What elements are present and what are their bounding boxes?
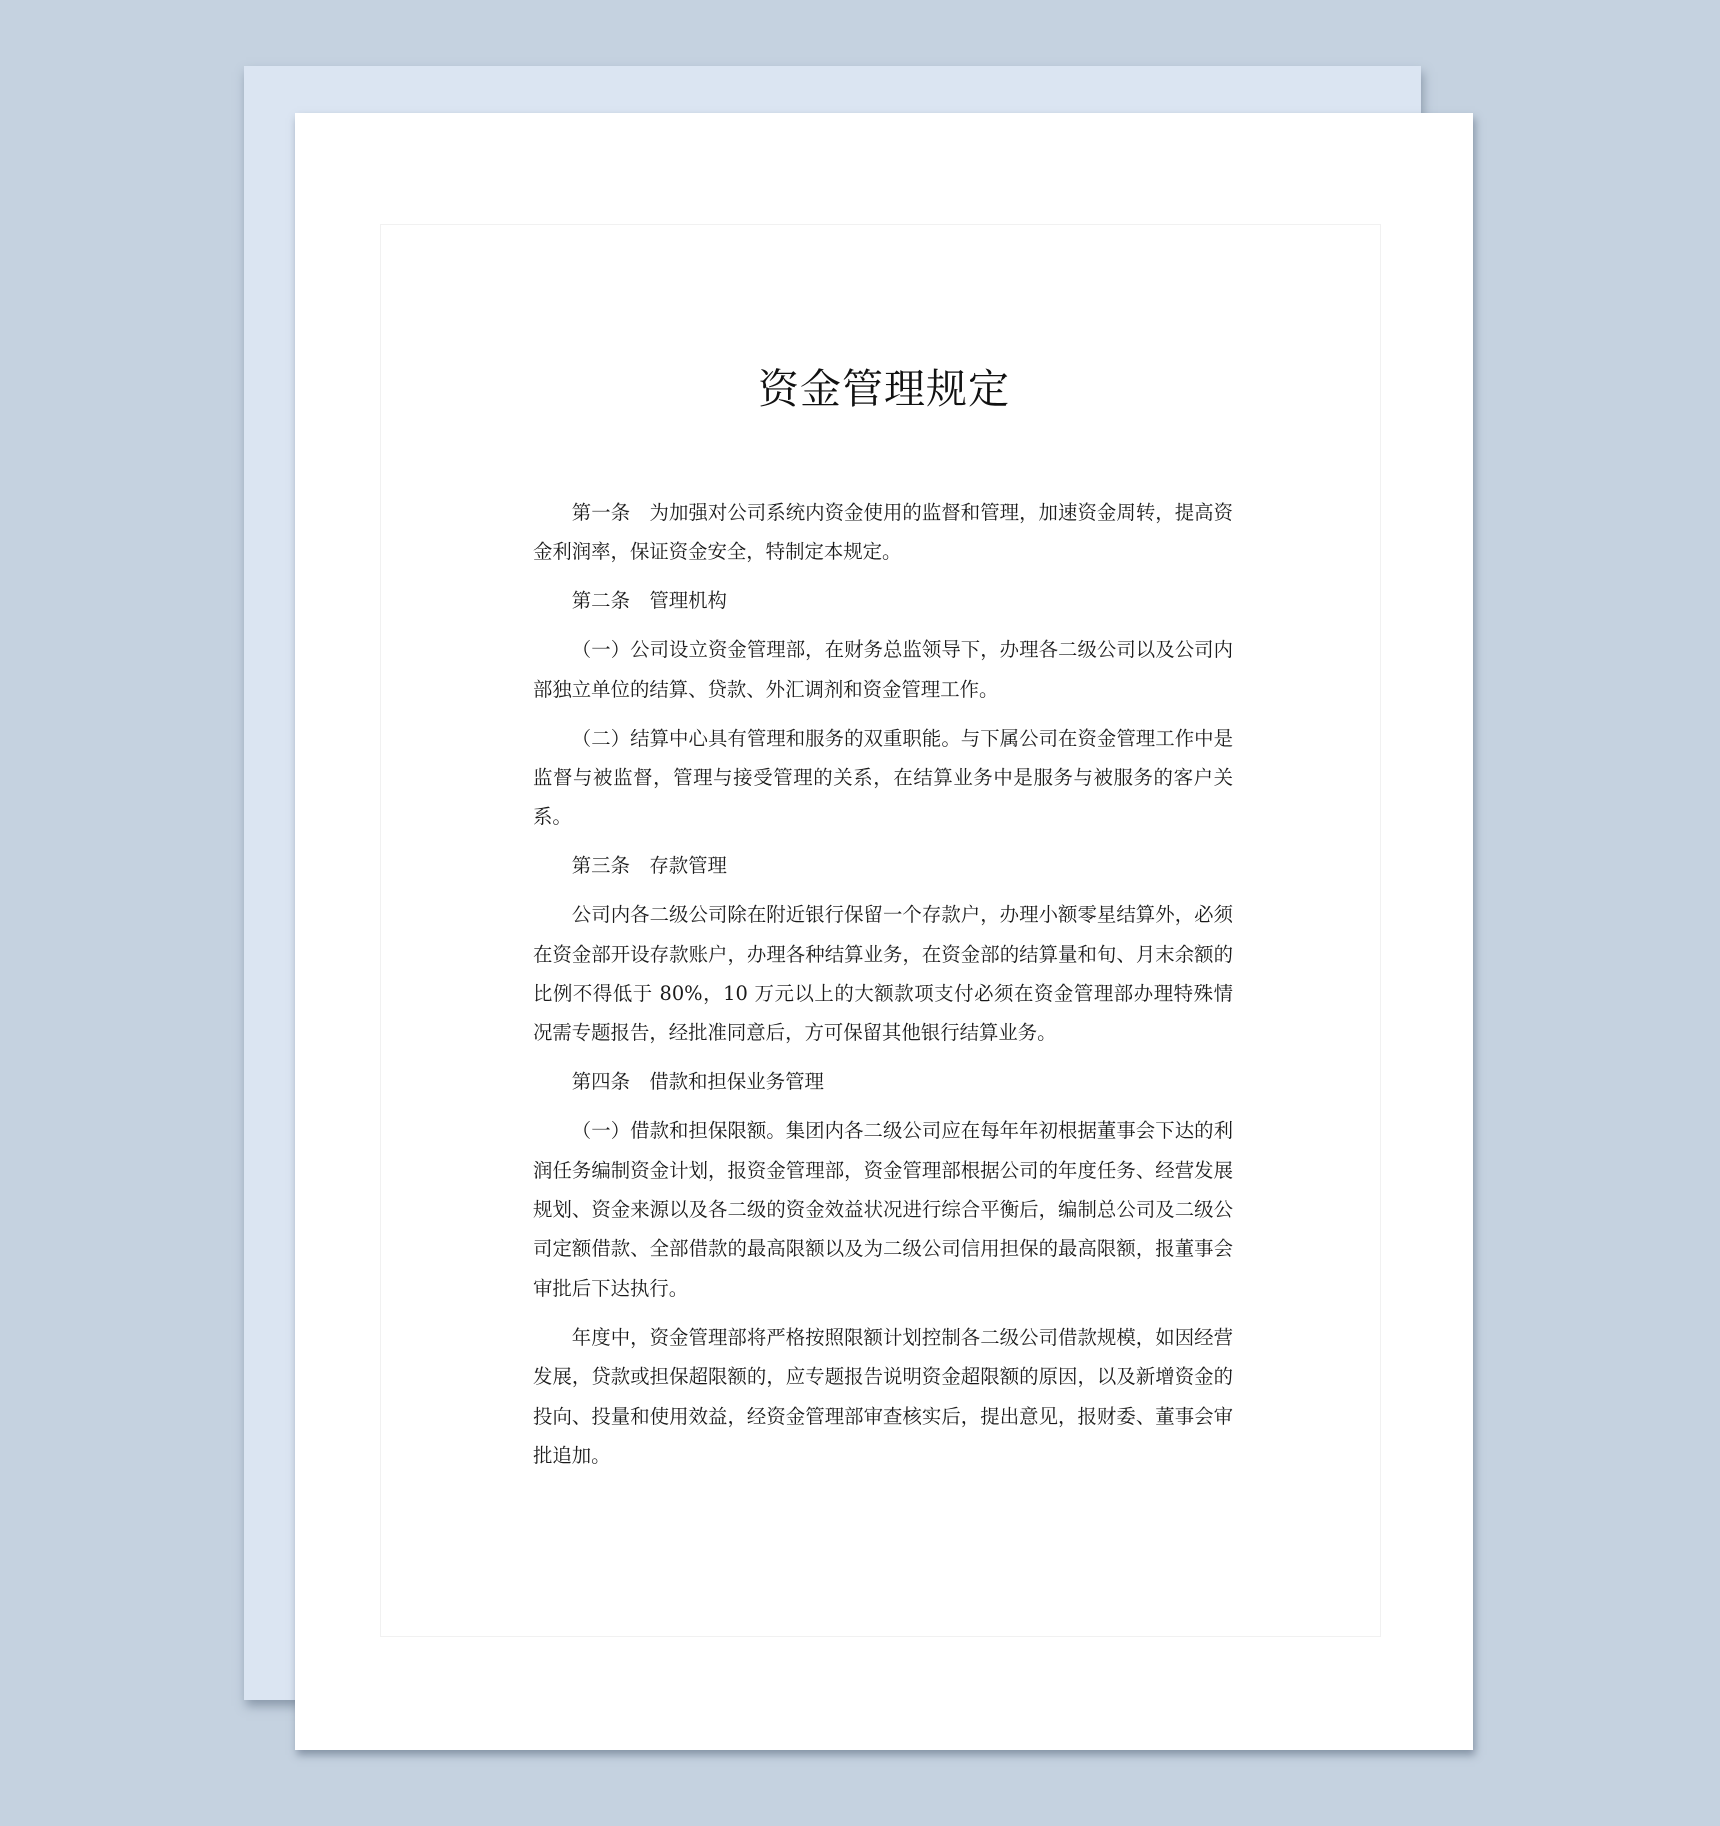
clause-paragraph: 年度中，资金管理部将严格按照限额计划控制各二级公司借款规模，如因经营发展，贷款或担保超限额的，应专题报告说明资金超限额的原因，以及新增资金的投向、投量和使用效益，经资金管理部审查核实后，提出意见，报财委、董事会审批追加。 — [533, 1325, 1233, 1467]
article-heading-text: 借款和担保业务管理 — [649, 1070, 824, 1094]
document-body — [533, 493, 1233, 1485]
clause-paragraph: （二）结算中心具有管理和服务的双重职能。与下属公司在资金管理工作中是监督与被监督，管理与接受管理的关系，在结算业务中是服务与被服务的客户关系。 — [533, 726, 1233, 829]
document-title: 资金管理规定 — [758, 365, 1010, 413]
clause-paragraph: 公司内各二级公司除在附近银行保留一个存款户，办理小额零星结算外，必须在资金部开设存款账户，办理各种结算业务，在资金部的结算量和旬、月末余额的比例不得低于 80%，10 万元以上的大额款项支付必须在资金管理部办理特殊情况需专题报告，经批准同意后，方可保留其他银行结算业务。 — [533, 903, 1233, 1045]
article-number: 第二条 — [571, 589, 630, 613]
article-number: 第一条 — [571, 501, 631, 524]
article-2-heading — [533, 581, 1233, 620]
article-3-heading — [533, 846, 1233, 885]
clause-paragraph: （一）借款和担保限额。集团内各二级公司应在每年年初根据董事会下达的利润任务编制资金计划，报资金管理部，资金管理部根据公司的年度任务、经营发展规划、资金来源以及各二级的资金效益状况进行综合平衡后，编制总公司及二级公司定额借款、全部借款的最高限额以及为二级公司信用担保的最高限额，报董事会审批后下达执行。 — [533, 1119, 1233, 1300]
article-1 — [533, 493, 1233, 572]
article-text: 为加强对公司系统内资金使用的监督和管理，加速资金周转，提高资金利润率，保证资金安全，特制定本规定。 — [533, 501, 1234, 564]
article-heading-text: 管理机构 — [649, 589, 727, 613]
clause-paragraph: （一）公司设立资金管理部，在财务总监领导下，办理各二级公司以及公司内部独立单位的结算、贷款、外汇调剂和资金管理工作。 — [533, 638, 1233, 701]
article-number: 第四条 — [571, 1070, 630, 1094]
article-number: 第三条 — [571, 854, 630, 878]
document-page — [295, 113, 1473, 1750]
article-4-heading — [533, 1062, 1233, 1101]
article-heading-text: 存款管理 — [649, 854, 727, 878]
